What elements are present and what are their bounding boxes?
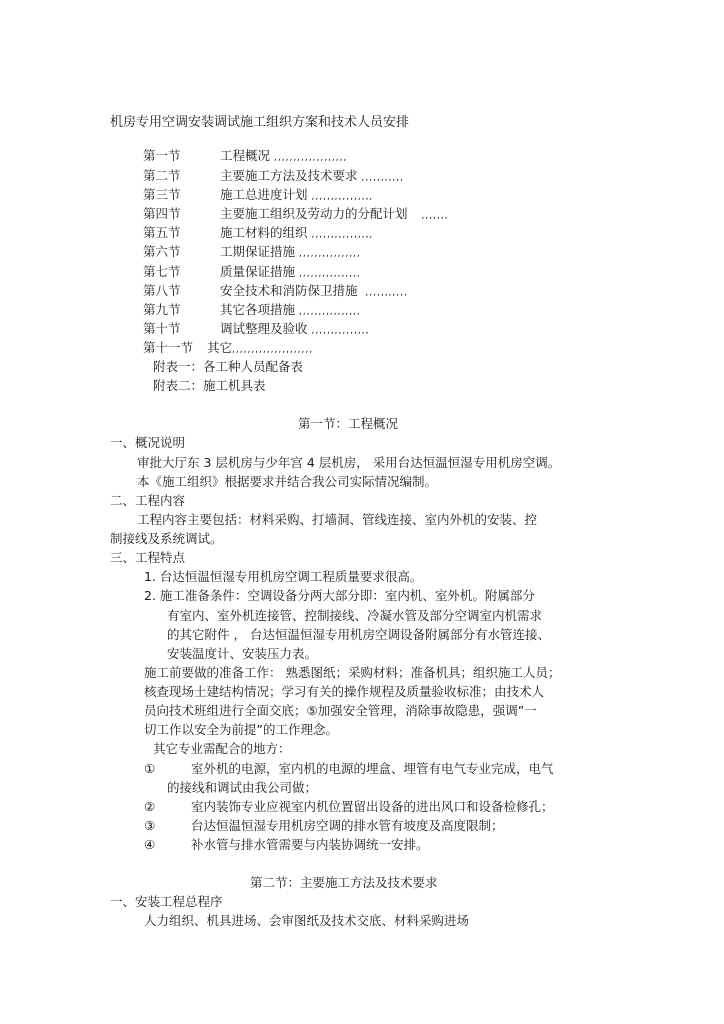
toc-title: 主要施工方法及技术要求 bbox=[220, 168, 358, 183]
list-item: 台达恒温恒湿专用机房空调的排水管有坡度及高度限制； bbox=[191, 818, 504, 833]
toc-dots: ,,,,,,,,,,,,,,,, bbox=[299, 249, 361, 259]
paragraph-line: 其它专业需配合的地方： bbox=[153, 741, 291, 756]
toc-number: 第一节 bbox=[143, 148, 181, 163]
list-marker: ③ bbox=[144, 818, 156, 833]
paragraph-line: 制接线及系统调试。 bbox=[110, 531, 223, 546]
toc-dots: ,,,,,,,,,,, bbox=[365, 288, 408, 298]
paragraph-line: 员向技术班组进行全面交底；⑤加强安全管理，消除事故隐患，强调”一 bbox=[144, 703, 537, 718]
toc-dots: ,,,,,,,,,,,,,,,, bbox=[299, 269, 361, 279]
list-item: 室内装饰专业应视室内机位置留出设备的进出风口和设备检修孔； bbox=[191, 799, 554, 814]
paragraph-line: 工程内容主要包括：材料采购、打墙洞、管线连接、室内外机的安装、控 bbox=[137, 512, 538, 527]
section-heading: 第一节：工程概况 bbox=[298, 416, 399, 431]
toc-title: 调试整理及验收 bbox=[220, 321, 308, 336]
toc-dots: ,,,,,,,,,,,,,,,, bbox=[311, 192, 374, 202]
toc-title: 质量保证措施 bbox=[220, 264, 296, 279]
toc-dots: ,,,,,,,,,,,,,,,,,,,,, bbox=[232, 345, 314, 355]
subheading: 三、工程特点 bbox=[110, 550, 186, 565]
toc-number: 第三节 bbox=[143, 187, 181, 202]
paragraph-line: 审批大厅东 3 层机房与少年宫 4 层机房， 采用台达恒温恒湿专用机房空调。 bbox=[137, 455, 561, 470]
appendix-item: 附表二：施工机具表 bbox=[153, 378, 266, 393]
toc-dots: ,,,,,,,,,,,,,,,, bbox=[299, 307, 361, 317]
toc-title: 施工材料的组织 bbox=[220, 225, 308, 240]
list-marker: ④ bbox=[144, 837, 156, 852]
paragraph-line: 的接线和调试由我公司做； bbox=[167, 780, 318, 795]
toc-dots: ,,,,,,, bbox=[421, 211, 449, 221]
toc-number: 第八节 bbox=[143, 283, 181, 298]
toc-item bbox=[143, 146, 347, 168]
toc-item bbox=[143, 242, 361, 264]
toc-title: 工程概况 bbox=[220, 148, 271, 163]
paragraph-line: 安装温度计、安装压力表。 bbox=[167, 646, 318, 661]
paragraph-line: 的其它附件 ， 台达恒温恒湿专用机房空调设备附属部分有水管连接、 bbox=[167, 627, 550, 642]
toc-title: 工期保证措施 bbox=[220, 244, 296, 259]
toc-number: 第四节 bbox=[143, 206, 181, 221]
paragraph-line: 核查现场土建结构情况；学习有关的操作规程及质量验收标准；由技术人 bbox=[144, 684, 545, 699]
list-item: 2. 施工准备条件：空调设备分两大部分即：室内机、室外机。附属部分 bbox=[144, 588, 535, 603]
toc-title: 安全技术和消防保卫措施 bbox=[220, 283, 358, 298]
toc-number: 第十节 bbox=[143, 321, 181, 336]
document-title: 机房专用空调安装调试施工组织方案和技术人员安排 bbox=[110, 115, 410, 130]
toc-title: 其它各项措施 bbox=[220, 302, 296, 317]
toc-number: 第十一节 bbox=[143, 340, 194, 355]
paragraph-line: 施工前要做的准备工作： 熟悉图纸；采购材料；准备机具；组织施工人员； bbox=[144, 665, 561, 680]
toc-title: 施工总进度计划 bbox=[220, 187, 308, 202]
paragraph-line: 有室内、室外机连接管、控制接线、冷凝水管及部分空调室内机需求 bbox=[167, 608, 543, 623]
toc-title: 其它 bbox=[207, 340, 233, 355]
list-item: 室外机的电源，室内机的电源的埋盒、埋管有电气专业完成，电气 bbox=[191, 761, 554, 776]
paragraph-line: 切工作以安全为前提”的工作理念。 bbox=[144, 722, 338, 737]
toc-number: 第五节 bbox=[143, 225, 181, 240]
toc-number: 第九节 bbox=[143, 302, 181, 317]
toc-dots: ,,,,,,,,,,,,,,,,,,, bbox=[274, 153, 348, 163]
section-heading: 第二节：主要施工方法及技术要求 bbox=[250, 875, 438, 890]
subheading: 一、安装工程总程序 bbox=[110, 894, 223, 909]
paragraph-line: 人力组织、机具进场、会审图纸及技术交底、材料采购进场 bbox=[144, 913, 470, 928]
toc-number: 第六节 bbox=[143, 244, 181, 259]
list-item: 补水管与排水管需要与内装协调统一安排。 bbox=[191, 837, 429, 852]
subheading: 二、工程内容 bbox=[110, 493, 186, 508]
toc-number: 第二节 bbox=[143, 168, 181, 183]
appendix-item: 附表一：各工种人员配备表 bbox=[153, 359, 304, 374]
paragraph-line: 本《施工组织》根据要求并结合我公司实际情况编制。 bbox=[137, 474, 438, 489]
subheading: 一、概况说明 bbox=[110, 435, 186, 450]
toc-dots: ,,,,,,,,,,,,,,,, bbox=[311, 230, 374, 240]
list-marker: ② bbox=[144, 799, 156, 814]
toc-number: 第七节 bbox=[143, 264, 181, 279]
toc-dots: ,,,,,,,,,,,,,,, bbox=[311, 326, 370, 336]
toc-dots: ,,,,,,,,,,, bbox=[361, 173, 404, 183]
list-marker: ① bbox=[144, 761, 156, 776]
list-item: 1. 台达恒温恒湿专用机房空调工程质量要求很高。 bbox=[144, 569, 423, 584]
toc-title: 主要施工组织及劳动力的分配计划 bbox=[220, 206, 408, 221]
